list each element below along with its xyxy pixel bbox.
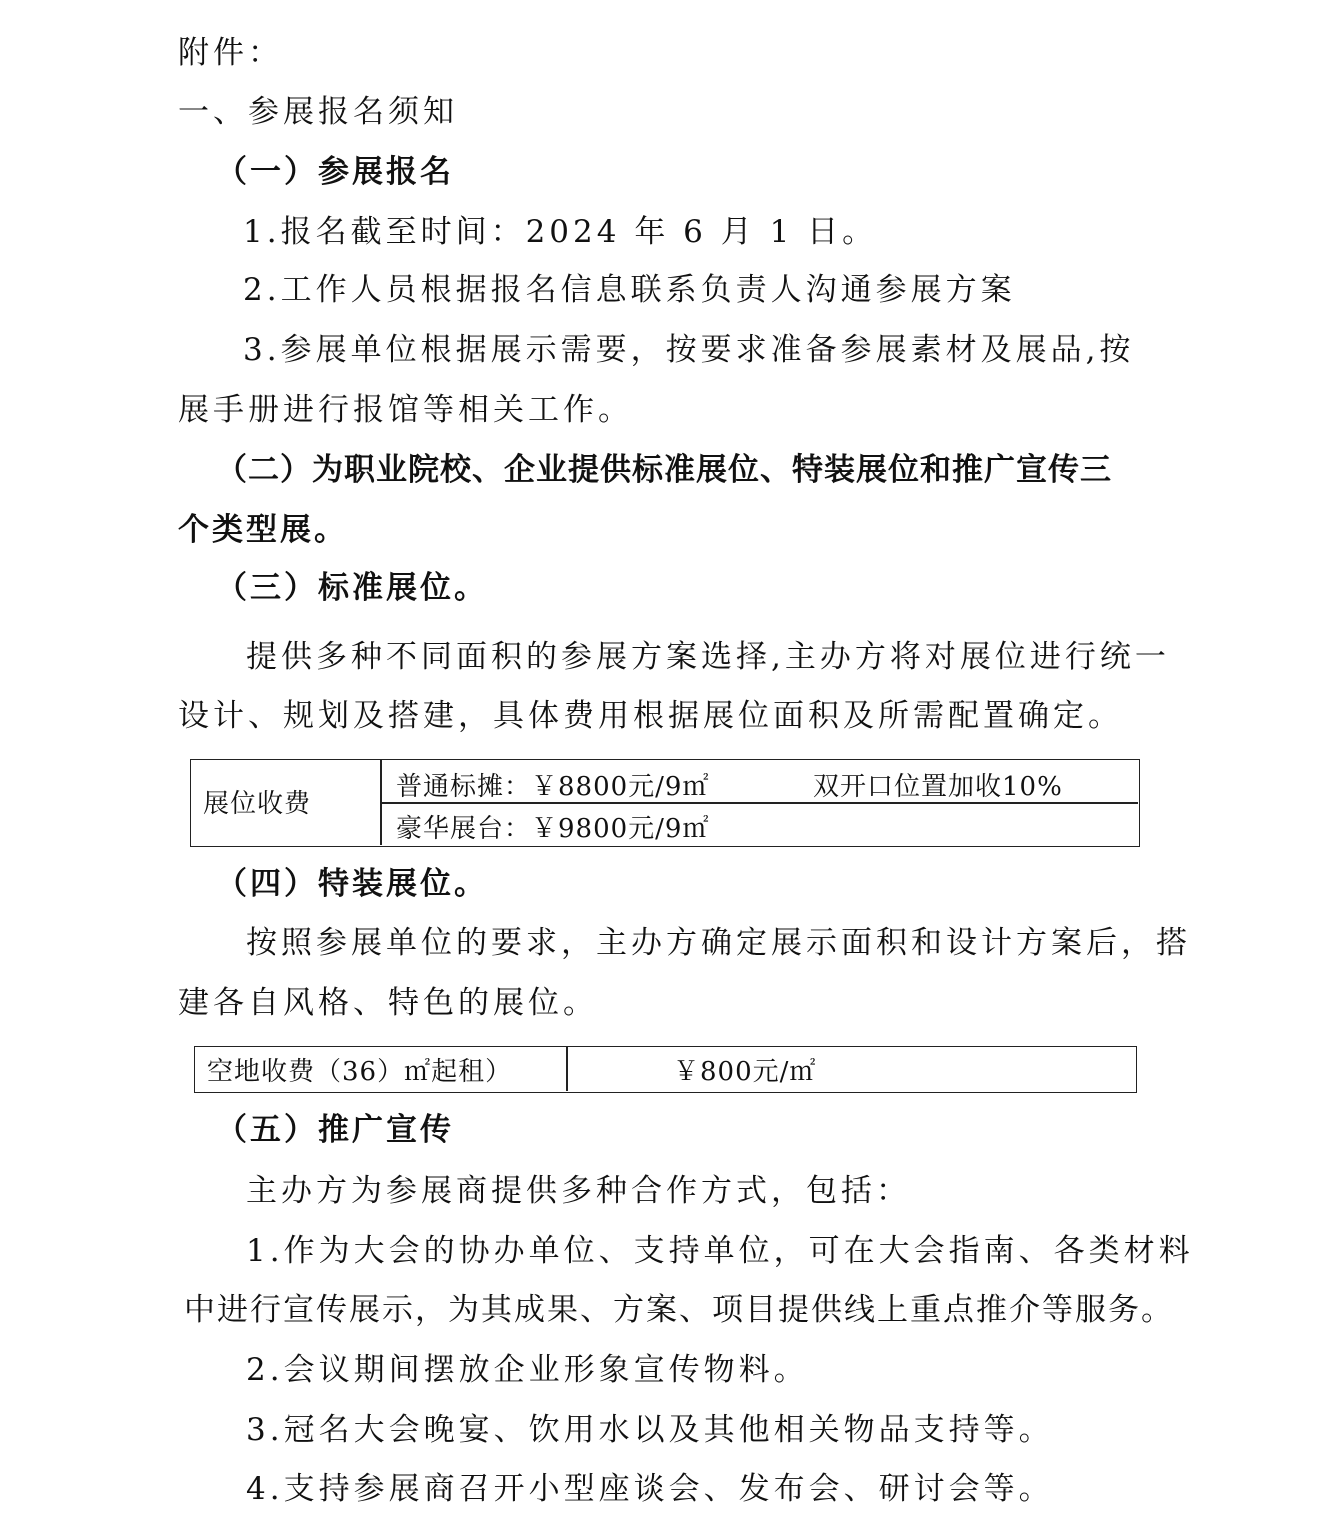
part4-para-line1: 按照参展单位的要求，主办方确定展示面积和设计方案后，搭 (246, 925, 1191, 961)
part5-item1-line2: 中进行宣传展示，为其成果、方案、项目提供线上重点推介等服务。 (184, 1292, 1174, 1328)
part1-item3-line1: 3.参展单位根据展示需要，按要求准备参展素材及展品,按 (243, 332, 1135, 368)
double-opening-surcharge: 双开口位置加收10% (813, 772, 1063, 802)
part4-para-line2: 建各自风格、特色的展位。 (178, 985, 598, 1021)
attachment-label: 附件： (178, 35, 283, 71)
part1-item2: 2.工作人员根据报名信息联系负责人沟通参展方案 (243, 272, 1016, 308)
part3-heading: （三）标准展位。 (216, 570, 488, 606)
part5-item4: 4.支持参展商召开小型座谈会、发布会、研讨会等。 (246, 1471, 1054, 1507)
part5-item1-line1: 1.作为大会的协办单位、支持单位，可在大会指南、各类材料 (246, 1233, 1194, 1269)
part3-para-line1: 提供多种不同面积的参展方案选择,主办方将对展位进行统一 (246, 639, 1170, 675)
standard-booth-price: 普通标摊：￥8800元/9㎡ (396, 772, 710, 802)
section-title: 一、参展报名须知 (178, 94, 458, 130)
part5-intro: 主办方为参展商提供多种合作方式，包括： (246, 1173, 911, 1209)
part5-heading: （五）推广宣传 (216, 1112, 454, 1148)
standard-booth-fee-table (190, 759, 1140, 847)
part3-para-line2: 设计、规划及搭建，具体费用根据展位面积及所需配置确定。 (178, 698, 1123, 734)
part2-heading-line1: （二）为职业院校、企业提供标准展位、特装展位和推广宣传三 (216, 452, 1112, 488)
part1-item3-line2: 展手册进行报馆等相关工作。 (178, 392, 633, 428)
raw-space-price: ￥800元/㎡ (673, 1057, 817, 1087)
part5-item3: 3.冠名大会晚宴、饮用水以及其他相关物品支持等。 (246, 1412, 1054, 1448)
luxury-booth-price: 豪华展台：￥9800元/9㎡ (396, 814, 710, 844)
raw-space-label: 空地收费（36）㎡起租） (207, 1057, 513, 1087)
part4-heading: （四）特装展位。 (216, 866, 488, 902)
part2-heading-line2: 个类型展。 (178, 512, 348, 548)
raw-space-fee-table (194, 1046, 1137, 1093)
part1-heading: （一）参展报名 (216, 154, 454, 190)
fee-label: 展位收费 (203, 789, 312, 819)
part5-item2: 2.会议期间摆放企业形象宣传物料。 (246, 1352, 809, 1388)
part1-item1: 1.报名截至时间：2024 年 6 月 1 日。 (243, 214, 878, 250)
